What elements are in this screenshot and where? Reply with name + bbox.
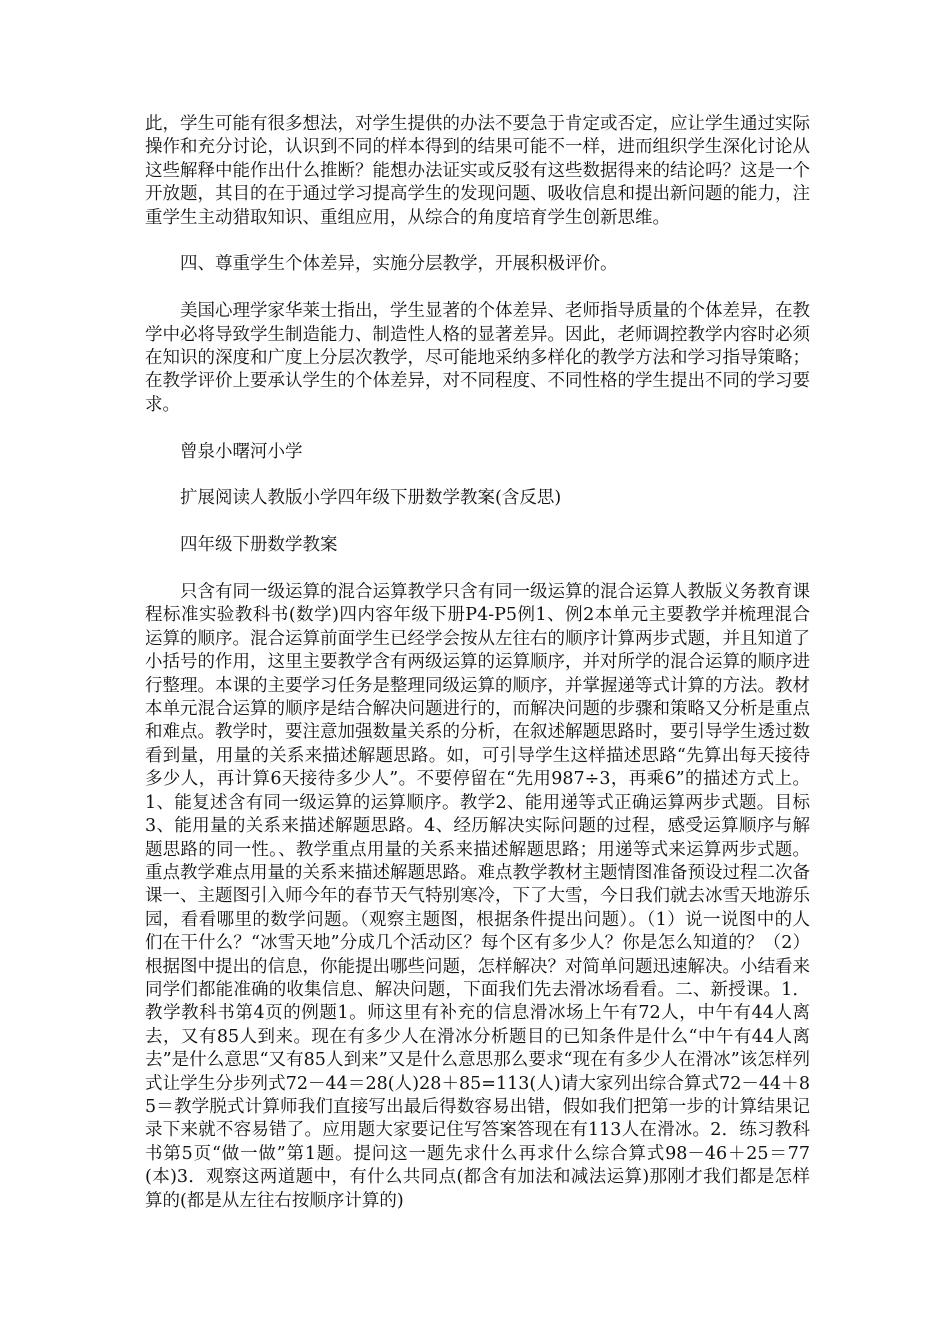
lesson-plan-title: 四年级下册数学教案: [180, 535, 338, 556]
school-name: 曾泉小曙河小学: [180, 441, 303, 462]
paragraph-continuation: 此，学生可能有很多想法，对学生提供的办法不要急于肯定或否定，应让学生通过实际操作和充分讨论，认识到不同的样本得到的结果可能不一样，进而组织学生深化讨论从这些解释中能作出什么推断？能想办法证实或反驳有这些数据得来的结论吗？这是一个开放题，其目的在于通过学习提高学生的发现问题、吸收信息和提出新问题的能力，注重学生主动猎取知识、重组应用，从综合的角度培育学生创新思维。: [145, 114, 810, 228]
section-heading-four: 四、尊重学生个体差异，实施分层教学，开展积极评价。: [180, 254, 618, 275]
lesson-plan-body: 只含有同一级运算的混合运算教学只含有同一级运算的混合运算人教版义务教育课程标准实验教科书(数学)四内容年级下册P4-P5例1、例2本单元主要教学并梳理混合运算的顺序。混合运算前面学生已经学会按从左往右的顺序计算两步式题，并且知道了小括号的作用，这里主要教学含有两级运算的运算顺序，并对所学的混合运算的顺序进行整理。本课的主要学习任务是整理同级运算的顺序，并掌握递等式计算的方法。教材本单元混合运算的顺序是结合解决问题进行的，而解决问题的步骤和策略又分析是重点和难点。教学时，要注意加强数量关系的分析，在叙述解题思路时，要引导学生透过数看到量，用量的关系来描述解题思路。如，可引导学生这样描述思路“先算出每天接待多少人，再计算6天接待多少人”。不要停留在“先用987÷3，再乘6”的描述方式上。1、能复述含有同一级运算的运算顺序。教学2、能用递等式正确运算两步式题。目标3、能用量的关系来描述解题思路。4、经历解决实际问题的过程，感受运算顺序与解题思路的同一性。、教学重点用量的关系来描述解题思路；用递等式来运算两步式题。重点教学难点用量的关系来描述解题思路。难点教学教材主题情图准备预设过程二次备课一、主题图引入师今年的春节天气特别寒冷，下了大雪，今日我们就去冰雪天地游乐园，看看哪里的数学问题。（观察主题图，根据条件提出问题）。（1）说一说图中的人们在干什么？“冰雪天地”分成几个活动区？每个区有多少人？你是怎么知道的？（2）根据图中提出的信息，你能提出哪些问题，怎样解决？对简单问题迅速解决。小结看来同学们都能准确的收集信息、解决问题，下面我们先去滑冰场看看。二、新授课。1．教学教科书第4页的例题1。师这里有补充的信息滑冰场上午有72人，中午有44人离去，又有85人到来。现在有多少人在滑冰分析题目的已知条件是什么“中午有44人离去”是什么意思“又有85人到来”又是什么意思那么要求“现在有多少人在滑冰”该怎样列式让学生分步列式72－44＝28(人)28＋85=113(人)请大家列出综合算式72－44＋85＝教学脱式计算师我们直接写出最后得数容易出错，假如我们把第一步的计算结果记录下来就不容易错了。应用题大家要记住写答案答现在有113人在滑冰。2．练习教科书第5页“做一做”第1题。提问这一题先求什么再求什么综合算式98－46＋25＝77(本)3．观察这两道题中，有什么共同点(都含有加法和减法运算)那刚才我们都是怎样算的(都是从左往右按顺序计算的): [145, 582, 810, 1211]
document-page: [145, 113, 810, 1213]
paragraph-wallace: 美国心理学家华莱士指出，学生显著的个体差异、老师指导质量的个体差异，在教学中必将导致学生制造能力、制造性人格的显著差异。因此，老师调控教学内容时必须在知识的深度和广度上分层次教学，尽可能地采纳多样化的教学方法和学习指导策略；在教学评价上要承认学生的个体差异，对不同程度、不同性格的学生提出不同的学习要求。: [145, 301, 810, 415]
extended-reading-title: 扩展阅读人教版小学四年级下册数学教案(含反思): [180, 488, 562, 509]
